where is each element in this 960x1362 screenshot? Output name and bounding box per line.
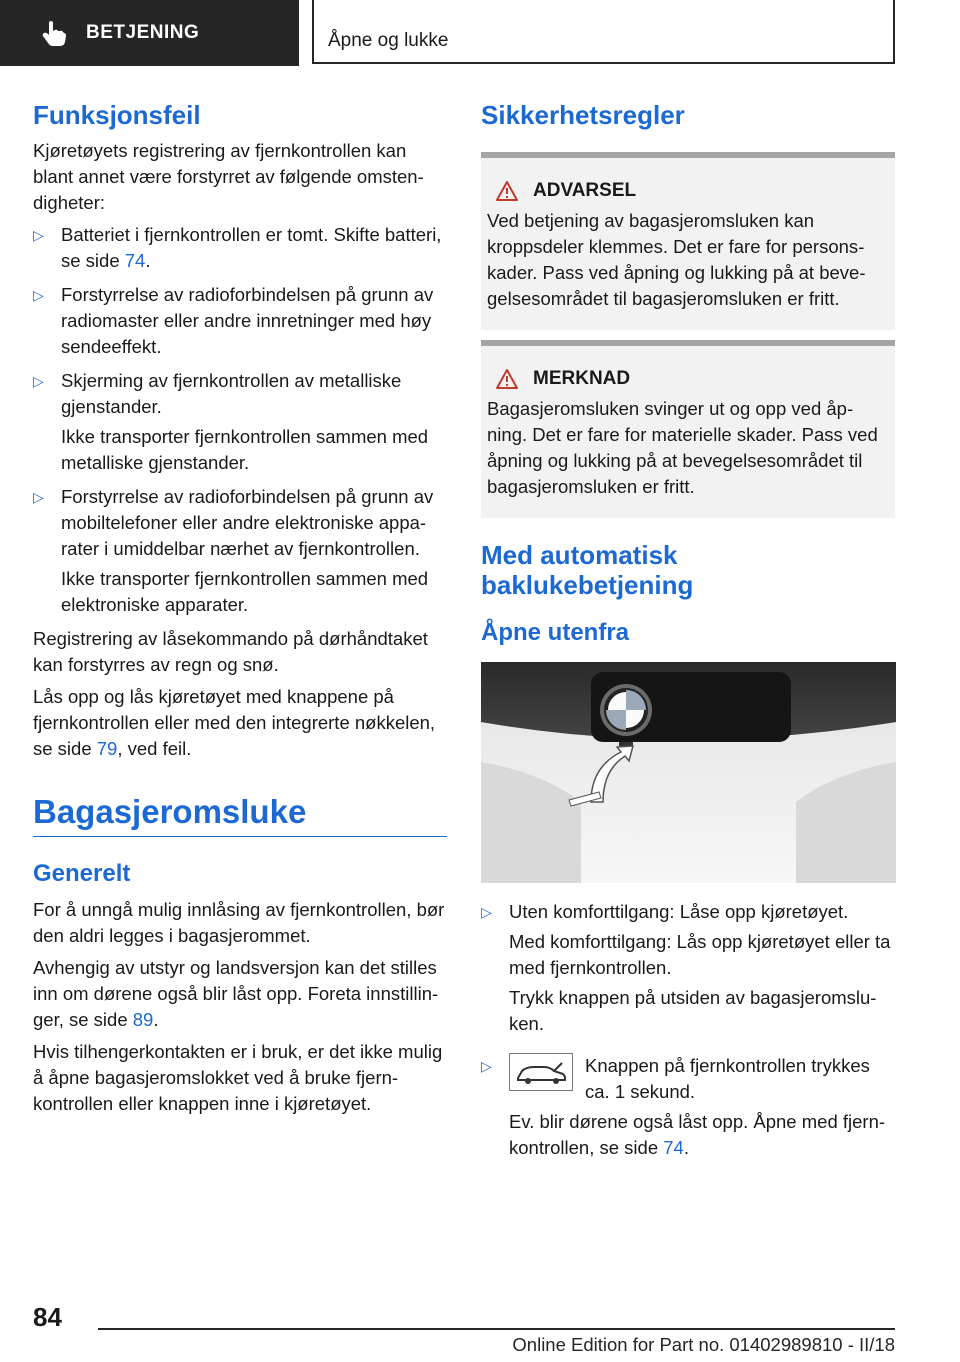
- right-column: [481, 98, 895, 1169]
- note-text: Bagasjeromsluken svinger ut og opp ved åpning. Det er fare for materielle skader. Pass ved åpning og lukking på at bevegelsesområdet til bagasjeromsluken er fritt.: [487, 398, 878, 497]
- trunk-open-button-icon: [509, 1053, 573, 1091]
- para-tail: .: [153, 1009, 159, 1030]
- note-title-row: [487, 368, 887, 390]
- section-tab: [0, 0, 299, 66]
- heading-sikkerhetsregler: Sikkerhetsregler: [481, 100, 685, 130]
- chapter-title: Åpne og lukke: [328, 30, 449, 51]
- list-item-subtext: Ikke transporter fjernkontrollen sammen med elektroniske apparater.: [61, 568, 429, 615]
- step-subtext: Trykk knappen på utsiden av bagasjeromsluken.: [509, 987, 877, 1034]
- list-item-tail: .: [145, 250, 151, 271]
- funksjonsfeil-intro: Kjøretøyets registrering av fjernkontrollen kan blant annet være forstyrret av følgende omstendigheter:: [33, 140, 424, 213]
- triangle-bullet-icon: ▷: [33, 489, 44, 505]
- warning-text: Ved betjening av bagasjeromsluken kan kroppsdeler klemmes. Det er fare for personskader. Pass ved åpning og lukking på at bevegelsesområdet til bagasjeromsluken er fritt.: [487, 210, 866, 309]
- chapter-tab: [312, 0, 895, 64]
- list-item-text: Batteriet i fjernkontrollen er tomt. Skifte batteri, se side: [61, 224, 442, 271]
- list-item: [481, 1053, 895, 1161]
- page-number: 84: [33, 1302, 62, 1332]
- para-text: Lås opp og lås kjøretøyet med knappene på fjernkontrollen eller med den integrerte nøkkelen, se side: [33, 686, 436, 759]
- warning-triangle-icon: [495, 368, 519, 390]
- list-item: [481, 899, 895, 1037]
- page-link[interactable]: 74: [663, 1137, 684, 1158]
- step-text: Knappen på fjernkontrollen trykkes ca. 1 sekund.: [585, 1055, 870, 1102]
- heading-auto-tailgate: Med automatisk baklukebetjening: [481, 540, 694, 600]
- section-label: BETJENING: [86, 22, 200, 43]
- para-generelt-1: For å unngå mulig innlåsing av fjernkontrollen, bør den aldri legges i bagasjerommet.: [33, 899, 445, 946]
- page-link[interactable]: 74: [124, 250, 146, 271]
- trunk-button-photo: [481, 662, 896, 883]
- list-item-text: Forstyrrelse av radioforbindelsen på grunn av mobiltelefoner eller andre elektroniske apparater i umiddelbar nærhet av fjernkontrollen.: [61, 486, 434, 559]
- list-item: [33, 282, 447, 360]
- heading-generelt: Generelt: [33, 860, 131, 887]
- triangle-bullet-icon: ▷: [33, 227, 44, 243]
- left-column: [33, 98, 447, 1123]
- list-item-text: Forstyrrelse av radioforbindelsen på grunn av radiomaster eller andre innretninger med høy sendeeffekt.: [61, 284, 434, 357]
- triangle-bullet-icon: ▷: [481, 1058, 492, 1074]
- para-generelt-3: Hvis tilhengerkontakten er i bruk, er det ikke mulig å åpne bagasjeromslokket ved å bruke fjernkontrollen eller knappen inne i kjøretøyet.: [33, 1041, 443, 1114]
- step-text: Uten komforttilgang: Låse opp kjøretøyet.: [509, 901, 849, 922]
- page-link[interactable]: 79: [96, 738, 118, 759]
- step-subtext-tail: .: [683, 1137, 689, 1158]
- list-item: [33, 222, 447, 274]
- heading-funksjonsfeil: Funksjonsfeil: [33, 100, 201, 130]
- list-item: [33, 484, 447, 618]
- heading-bagasjeromsluke: Bagasjeromsluke: [33, 790, 447, 837]
- step-subtext: Med komforttilgang: Lås opp kjøretøyet eller ta med fjernkontrollen.: [509, 931, 891, 978]
- para-generelt-2: [33, 955, 447, 1033]
- list-item-text: Skjerming av fjernkontrollen av metalliske gjenstander.: [61, 370, 402, 417]
- footer-divider: [98, 1328, 895, 1330]
- heading-open-outside: Åpne utenfra: [481, 619, 630, 646]
- open-steps-list: [481, 899, 895, 1161]
- triangle-bullet-icon: ▷: [481, 904, 492, 920]
- triangle-bullet-icon: ▷: [33, 373, 44, 389]
- warning-title: ADVARSEL: [533, 180, 637, 201]
- edition-text: Online Edition for Part no. 01402989810 - II/18: [512, 1334, 895, 1355]
- step-subtext: [509, 1109, 895, 1161]
- malfunction-list: [33, 222, 447, 618]
- list-item: [33, 368, 447, 476]
- warning-box: [481, 152, 895, 330]
- warning-title-row: [487, 180, 887, 202]
- note-box: [481, 340, 895, 518]
- para-text: Avhengig av utstyr og landsversjon kan det stilles inn om dørene også blir låst opp. Foreta innstillinger, se side: [33, 957, 439, 1030]
- warning-triangle-icon: [495, 180, 519, 202]
- list-item-subtext: Ikke transporter fjernkontrollen sammen med metalliske gjenstander.: [61, 426, 429, 473]
- page-link[interactable]: 89: [132, 1009, 154, 1030]
- note-title: MERKNAD: [533, 368, 631, 389]
- para-tail: , ved feil.: [117, 738, 192, 759]
- para-rain-snow: Registrering av låsekommando på dørhåndtaket kan forstyrres av regn og snø.: [33, 628, 428, 675]
- para-lock-unlock: [33, 684, 447, 762]
- pointing-hand-icon: [40, 19, 68, 47]
- triangle-bullet-icon: ▷: [33, 287, 44, 303]
- step-subtext-text: Ev. blir dørene også låst opp. Åpne med fjernkontrollen, se side: [509, 1111, 886, 1158]
